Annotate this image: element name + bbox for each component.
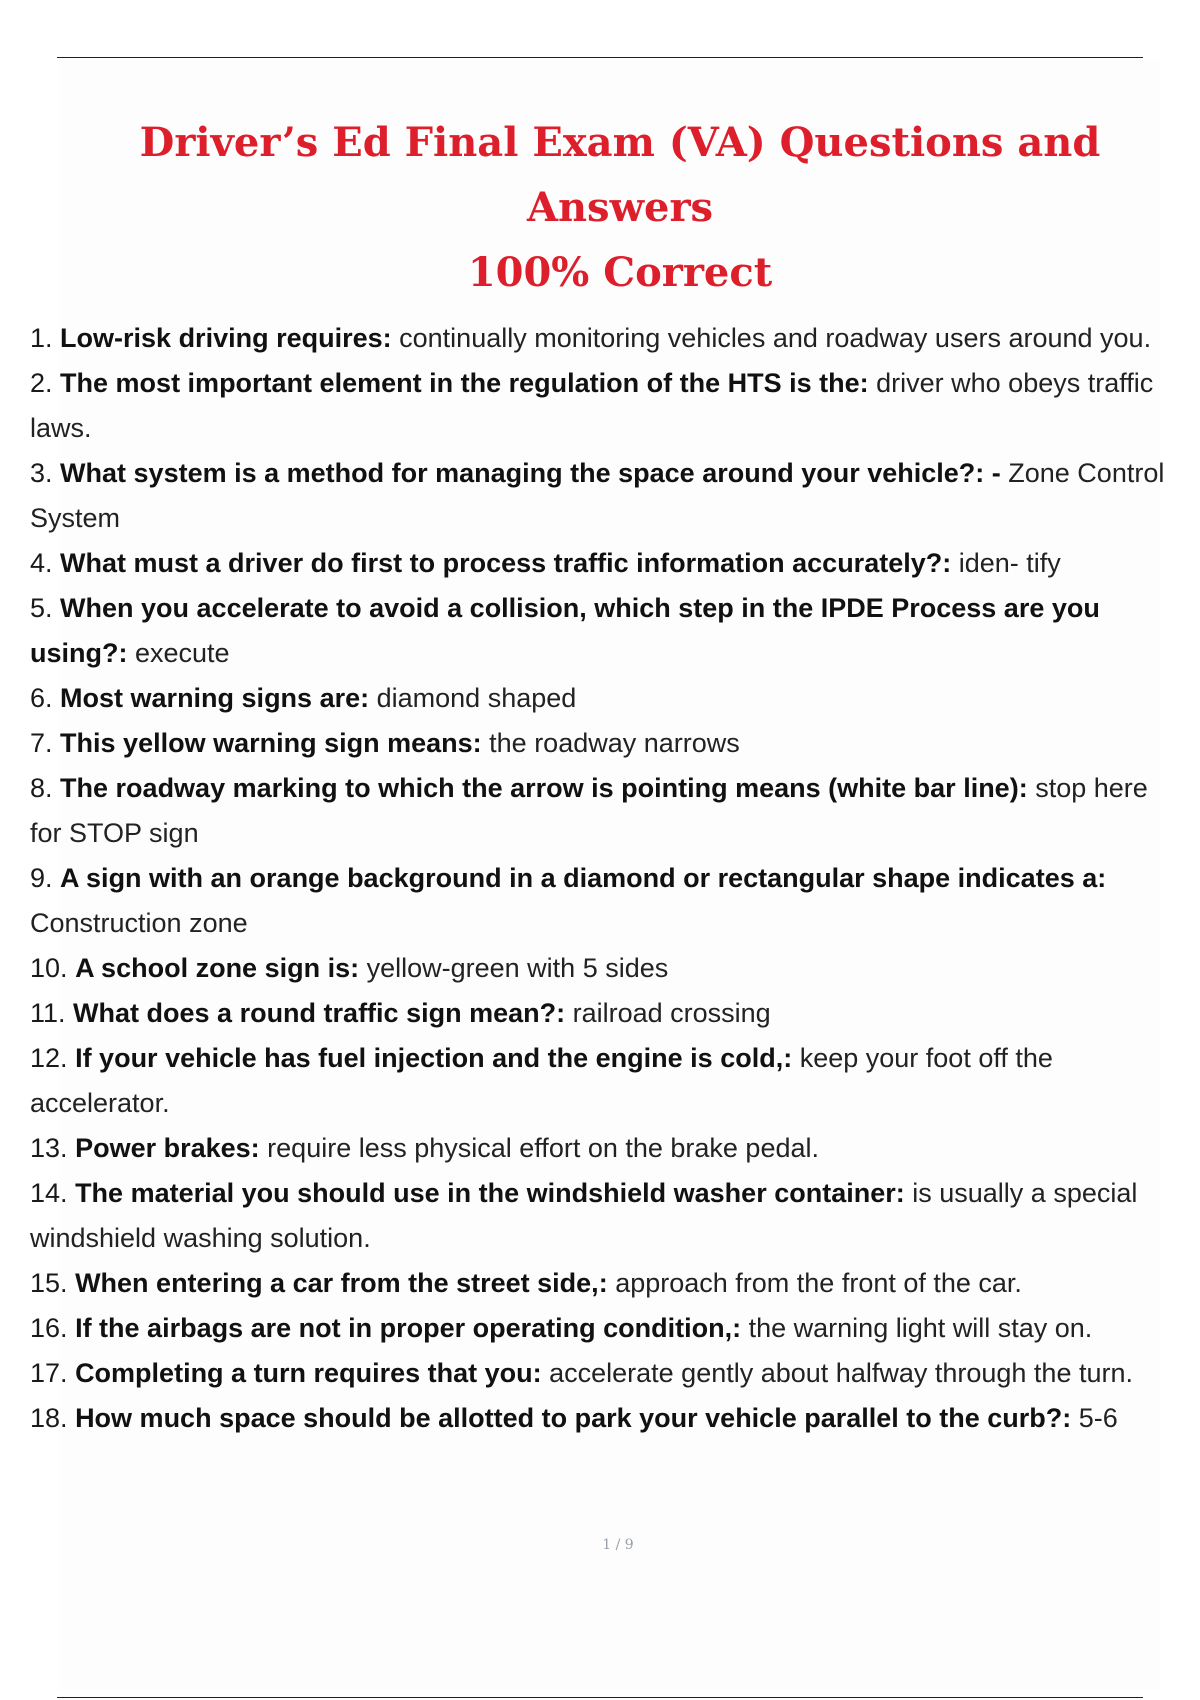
answer-text: Zone Control System [30,458,1165,533]
question-number: 9. [30,863,53,893]
qa-item [30,361,1180,451]
question-number: 6. [30,683,53,713]
question-text: Power brakes: [75,1133,260,1163]
qa-item [30,676,1180,721]
answer-text: 5-6 [1078,1403,1118,1433]
answer-text: Construction zone [30,908,248,938]
qa-item [30,316,1180,361]
answer-text: accelerate gently about halfway through the turn. [549,1358,1133,1388]
question-text: Most warning signs are: [60,683,370,713]
qa-item [30,1306,1180,1351]
top-rule [57,57,1143,58]
answer-text: keep your foot off the accelerator. [30,1043,1053,1118]
bottom-rule [57,1697,1143,1698]
qa-item [30,1261,1180,1306]
question-text: If the airbags are not in proper operating condition,: [75,1313,742,1343]
question-number: 16. [30,1313,68,1343]
qa-item [30,1126,1180,1171]
question-number: 11. [30,998,66,1028]
qa-item [30,1036,1180,1126]
answer-text: is usually a special windshield washing solution. [30,1178,1138,1253]
answer-text: driver who obeys traffic laws. [30,368,1154,443]
question-number: 2. [30,368,53,398]
qa-item [30,721,1180,766]
question-number: 4. [30,548,53,578]
question-text: This yellow warning sign means: [60,728,482,758]
question-text: When entering a car from the street side,: [75,1268,608,1298]
question-text: What must a driver do first to process traffic information accurately?: [60,548,952,578]
question-number: 7. [30,728,53,758]
question-number: 14. [30,1178,68,1208]
answer-text: the roadway narrows [489,728,740,758]
answer-text: require less physical effort on the brake pedal. [267,1133,819,1163]
question-number: 8. [30,773,53,803]
answer-text: yellow-green with 5 sides [366,953,669,983]
question-text: Low-risk driving requires: [60,323,392,353]
question-text: The most important element in the regulation of the HTS is the: [60,368,869,398]
qa-item [30,766,1180,856]
title-line-1: Driver’s Ed Final Exam (VA) Questions and Answers [139,119,1101,231]
answer-text: continually monitoring vehicles and roadway users around you. [399,323,1152,353]
question-text: If your vehicle has fuel injection and the engine is cold,: [75,1043,793,1073]
qa-item [30,946,1180,991]
question-text: What system is a method for managing the space around your vehicle?: - [60,458,1001,488]
question-text: The material you should use in the windshield washer container: [75,1178,905,1208]
question-number: 5. [30,593,53,623]
question-text: Completing a turn requires that you: [75,1358,542,1388]
qa-item [30,586,1180,676]
question-text: When you accelerate to avoid a collision, which step in the IPDE Process are you using?: [30,593,1100,668]
answer-text: the warning light will stay on. [748,1313,1093,1343]
question-number: 3. [30,458,53,488]
question-number: 13. [30,1133,68,1163]
qa-item [30,541,1180,586]
question-text: How much space should be allotted to park your vehicle parallel to the curb?: [75,1403,1072,1433]
question-text: The roadway marking to which the arrow is pointing means (white bar line): [60,773,1028,803]
answer-text: railroad crossing [572,998,771,1028]
qa-item [30,451,1180,541]
document-title [40,110,1200,305]
qa-item [30,1396,1180,1441]
answer-text: iden- tify [958,548,1061,578]
question-number: 12. [30,1043,68,1073]
question-text: What does a round traffic sign mean?: [73,998,566,1028]
qa-item [30,1171,1180,1261]
qa-item [30,1351,1180,1396]
question-number: 1. [30,323,53,353]
qa-item [30,991,1180,1036]
answer-text: approach from the front of the car. [615,1268,1022,1298]
question-number: 18. [30,1403,68,1433]
question-number: 15. [30,1268,68,1298]
title-line-2: 100% Correct [467,249,773,296]
question-text: A sign with an orange background in a diamond or rectangular shape indicates a: [60,863,1107,893]
answer-text: execute [135,638,230,668]
answer-text: diamond shaped [376,683,577,713]
question-number: 17. [30,1358,68,1388]
qa-item [30,856,1180,946]
question-text: A school zone sign is: [75,953,360,983]
question-list [30,316,1180,1441]
question-number: 10. [30,953,68,983]
answer-text: stop here for STOP sign [30,773,1148,848]
page-number: 1 / 9 [602,1537,634,1553]
